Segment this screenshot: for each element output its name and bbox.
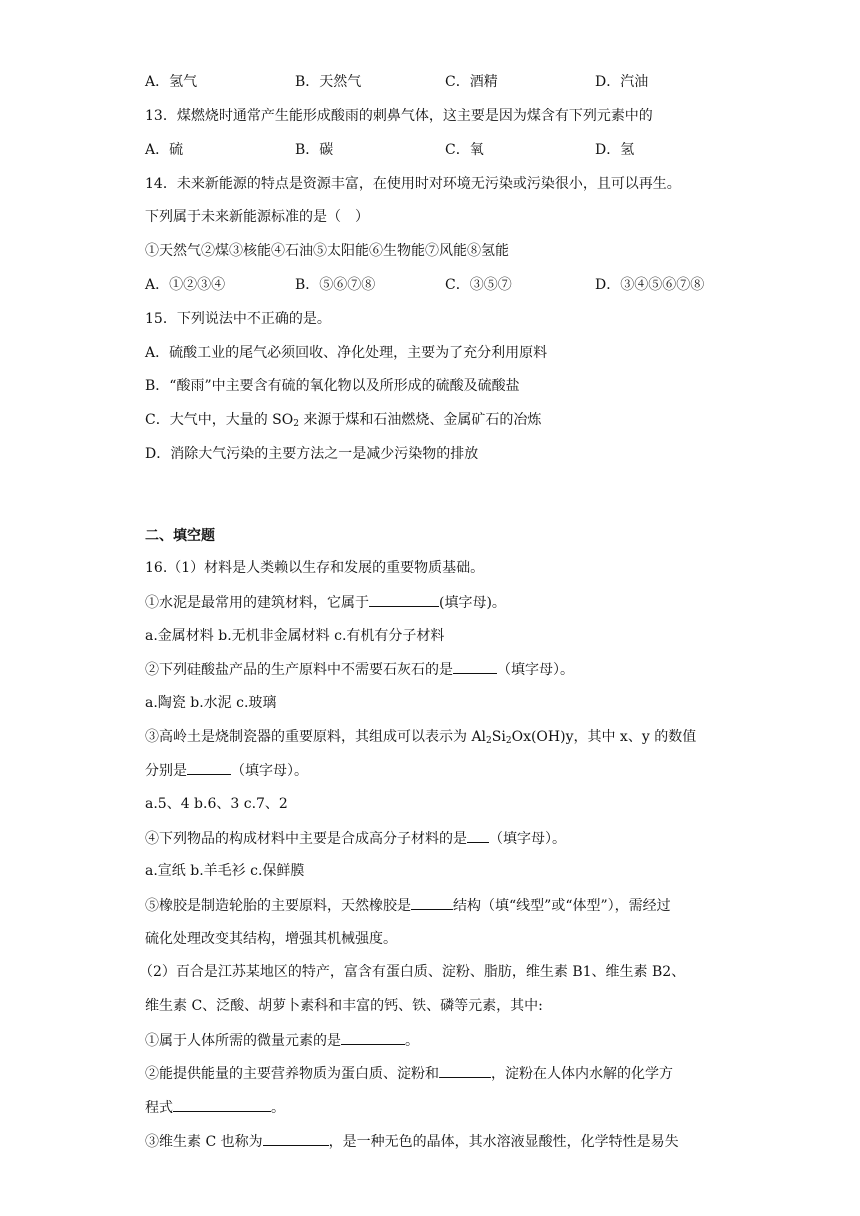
q16-sub5-line2: 硫化处理改变其结构，增强其机械强度。 [145, 931, 397, 947]
q16-sub3 [145, 727, 696, 747]
q12-option-c: C．酒精 [445, 74, 498, 90]
q16-part2-sub3-text: ③维生素 C 也称为 [145, 1134, 263, 1150]
q16-part2-sub1-text-end: 。 [405, 1033, 419, 1049]
q14-option-b: B．⑤⑥⑦⑧ [295, 277, 376, 293]
answer-blank[interactable] [467, 828, 489, 843]
q13-option-a: A．硫 [145, 142, 184, 158]
q16-sub5-text-end: 结构（填“线型”或“体型”），需经过 [453, 898, 671, 914]
q16-part2-sub3 [145, 1131, 679, 1152]
q16-sub4 [145, 828, 566, 849]
answer-blank[interactable] [369, 592, 439, 607]
q16-part2-sub2-line2 [145, 1097, 285, 1118]
q16-part2-sub3-text-end: ，是一种无色的晶体，其水溶液显酸性，化学特性是易失 [328, 1134, 679, 1150]
q14-energy-list: ①天然气②煤③核能④石油⑤太阳能⑥生物能⑦风能⑧氢能 [145, 243, 509, 259]
q16-part2-sub2-line2-text-end: 。 [271, 1100, 285, 1116]
q12-option-d: D．汽油 [595, 74, 649, 90]
q16-sub1-text: ①水泥是最常用的建筑材料，它属于 [145, 595, 369, 611]
section-heading: 二、填空题 [145, 528, 215, 544]
q16-part2-sub1-text: ①属于人体所需的微量元素的是 [145, 1033, 341, 1049]
q16-part2-line2: 维生素 C、泛酸、胡萝卜素科和丰富的钙、铁、磷等元素，其中: [145, 998, 543, 1014]
answer-blank[interactable] [341, 1030, 405, 1045]
q16-sub3-text: ③高岭土是烧制瓷器的重要原料，其组成可以表示为 Al [145, 729, 487, 745]
q16-sub3-line2-text-end: （填字母）。 [231, 763, 308, 779]
q16-sub3-line2-text: 分别是 [145, 763, 187, 779]
q16-part2-sub2 [145, 1063, 673, 1084]
q15-option-b: B．“酸雨”中主要含有硫的氧化物以及所形成的硫酸及硫酸盐 [145, 378, 520, 394]
q15-option-c [145, 410, 541, 430]
q16-sub3-subscript: 2 [486, 736, 492, 746]
answer-blank[interactable] [453, 659, 497, 674]
q16-sub4-options: a.宣纸 b.羊毛衫 c.保鲜膜 [145, 863, 305, 879]
q16-sub2-text-end: （填字母）。 [497, 662, 574, 678]
q16-sub2-text: ②下列硅酸盐产品的生产原料中不需要石灰石的是 [145, 662, 453, 678]
q16-sub1 [145, 592, 506, 613]
q14-stem-line2: 下列属于未来新能源标准的是（ ） [145, 209, 369, 225]
q16-sub5-text: ⑤橡胶是制造轮胎的主要原料，天然橡胶是 [145, 898, 411, 914]
answer-blank[interactable] [411, 895, 453, 910]
q12-option-b: B．天然气 [295, 74, 362, 90]
q16-sub3-options: a.5、4 b.6、3 c.7、2 [145, 796, 288, 812]
q16-part2-sub2-line2-text: 程式 [145, 1100, 173, 1116]
q16-sub2-options: a.陶瓷 b.水泥 c.玻璃 [145, 695, 277, 711]
q16-sub2 [145, 659, 574, 680]
q14-option-d: D．③④⑤⑥⑦⑧ [595, 277, 705, 293]
q16-sub1-text-end: (填字母)。 [439, 595, 506, 611]
q16-sub3-line2 [145, 760, 308, 781]
q16-sub4-text: ④下列物品的构成材料中主要是合成高分子材料的是 [145, 831, 467, 847]
q16-sub4-text-end: （填字母）。 [489, 831, 566, 847]
q13-option-d: D．氢 [595, 142, 635, 158]
q13-option-b: B．碳 [295, 142, 334, 158]
q16-sub5 [145, 895, 671, 916]
q13-stem: 13．煤燃烧时通常产生能形成酸雨的刺鼻气体，这主要是因为煤含有下列元素中的 [145, 108, 653, 124]
q16-part2-line1: （2）百合是江苏某地区的特产，富含有蛋白质、淀粉、脂肪，维生素 B1、维生素 B2、 [139, 964, 686, 980]
q16-sub1-options: a.金属材料 b.无机非金属材料 c.有机有分子材料 [145, 628, 445, 644]
answer-blank[interactable] [187, 760, 231, 775]
q16-sub3-text-end: Ox(OH)y，其中 x、y 的数值 [511, 729, 697, 745]
q15-option-d: D．消除大气污染的主要方法之一是减少污染物的排放 [145, 446, 479, 462]
q14-option-a: A．①②③④ [145, 277, 226, 293]
q14-stem-line1: 14．未来新能源的特点是资源丰富，在使用时对环境无污染或污染很小，且可以再生。 [145, 176, 681, 192]
answer-blank[interactable] [173, 1097, 271, 1112]
q16-part2-sub1 [145, 1030, 419, 1051]
q16-part1-intro: 16.（1）材料是人类赖以生存和发展的重要物质基础。 [145, 560, 485, 576]
answer-blank[interactable] [439, 1063, 491, 1078]
q15-option-c-text-end: 来源于煤和石油燃烧、金属矿石的冶炼 [298, 412, 542, 428]
q15-option-c-text: C．大气中，大量的 SO [145, 412, 294, 428]
q16-sub3-text-mid: Si [491, 729, 506, 745]
q13-option-c: C．氧 [445, 142, 484, 158]
answer-blank[interactable] [263, 1131, 329, 1146]
q14-option-c: C．③⑤⑦ [445, 277, 512, 293]
q16-sub3-subscript: 2 [505, 736, 512, 746]
q15-option-a: A．硫酸工业的尾气必须回收、净化处理，主要为了充分利用原料 [145, 345, 548, 361]
q16-part2-sub2-text: ②能提供能量的主要营养物质为蛋白质、淀粉和 [145, 1066, 439, 1082]
q12-option-a: A．氢气 [145, 74, 198, 90]
q15-stem: 15．下列说法中不正确的是。 [145, 311, 331, 327]
q15-option-c-subscript: 2 [293, 419, 299, 429]
q16-part2-sub2-text-end: ，淀粉在人体内水解的化学方 [491, 1066, 673, 1082]
